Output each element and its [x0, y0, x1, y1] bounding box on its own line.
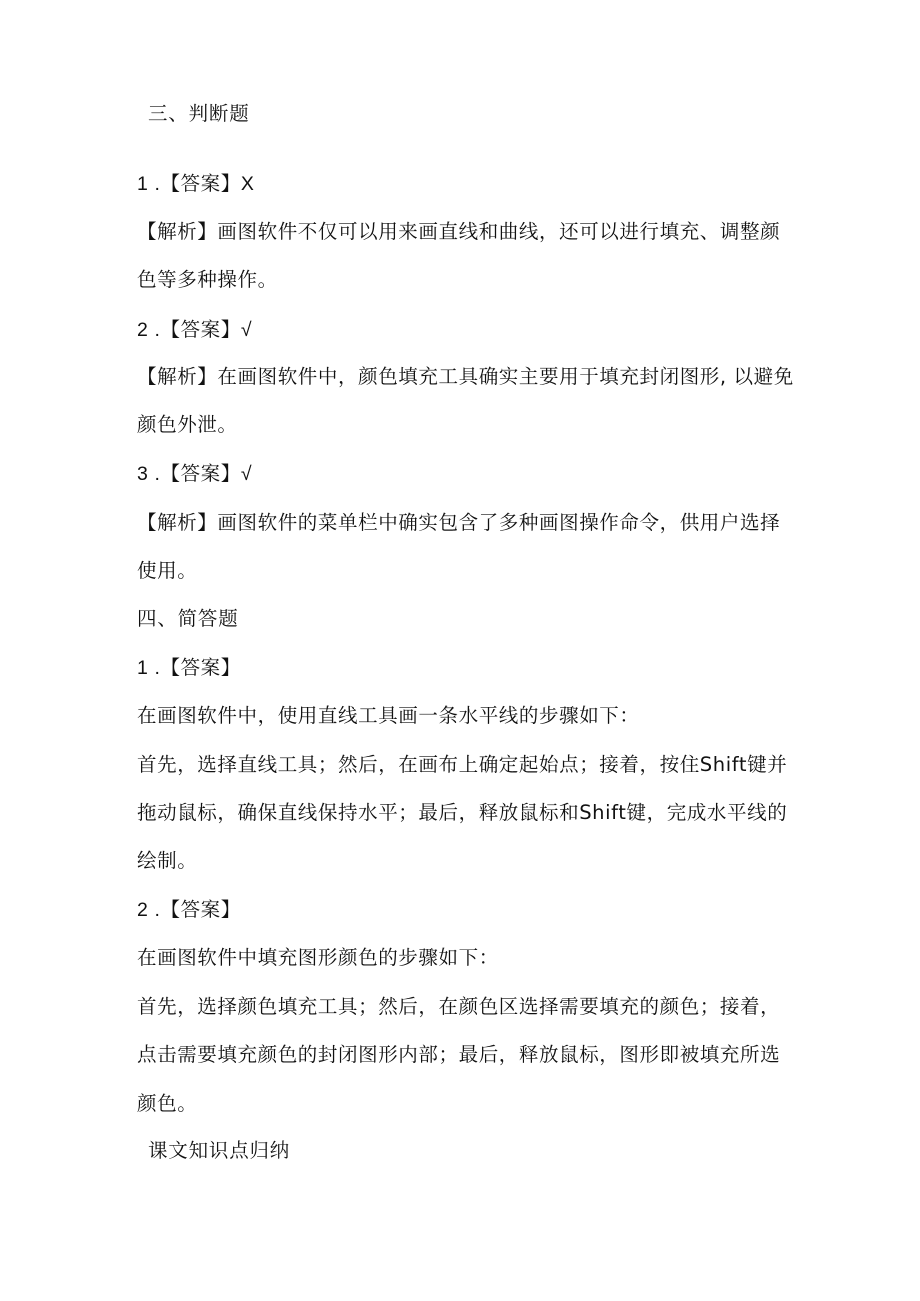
sa2-steps-line2: 点击需要填充颜色的封闭图形内部；最后，释放鼠标，图形即被填充所选	[137, 1043, 781, 1066]
sa1-answer: 1 .【答案】	[137, 657, 241, 679]
q1-analysis-line1: 【解析】画图软件不仅可以用来画直线和曲线，还可以进行填充、调整颜	[137, 220, 781, 243]
sa2-steps-line1: 首先，选择颜色填充工具；然后，在颜色区选择需要填充的颜色；接着，	[137, 995, 781, 1018]
q1-answer: 1 .【答案】X	[137, 173, 255, 195]
sa1-steps-line1: 首先，选择直线工具；然后，在画布上确定起始点；接着，按住Shift键并	[137, 753, 788, 776]
section4-title: 四、简答题	[137, 607, 239, 630]
sa2-intro: 在画图软件中填充图形颜色的步骤如下：	[137, 946, 499, 969]
section3-title: 三、判断题	[148, 102, 250, 125]
sa1-steps-line2: 拖动鼠标，确保直线保持水平；最后，释放鼠标和Shift键，完成水平线的	[137, 801, 788, 824]
q3-answer: 3 .【答案】√	[137, 463, 253, 485]
sa2-steps-line3: 颜色。	[137, 1092, 198, 1115]
sa1-steps-line3: 绘制。	[137, 849, 198, 872]
q1-analysis-line2: 色等多种操作。	[137, 268, 278, 291]
sa1-intro: 在画图软件中，使用直线工具画一条水平线的步骤如下：	[137, 704, 640, 727]
q3-analysis-line1: 【解析】画图软件的菜单栏中确实包含了多种画图操作命令，供用户选择	[137, 511, 781, 534]
q2-analysis-line1: 【解析】在画图软件中，颜色填充工具确实主要用于填充封闭图形, 以避免	[137, 365, 794, 388]
q2-analysis-line2: 颜色外泄。	[137, 413, 238, 436]
footer-heading: 课文知识点归纳	[148, 1139, 291, 1162]
sa2-answer: 2 .【答案】	[137, 899, 241, 921]
q3-analysis-line2: 使用。	[137, 559, 198, 582]
q2-answer: 2 .【答案】√	[137, 319, 253, 341]
